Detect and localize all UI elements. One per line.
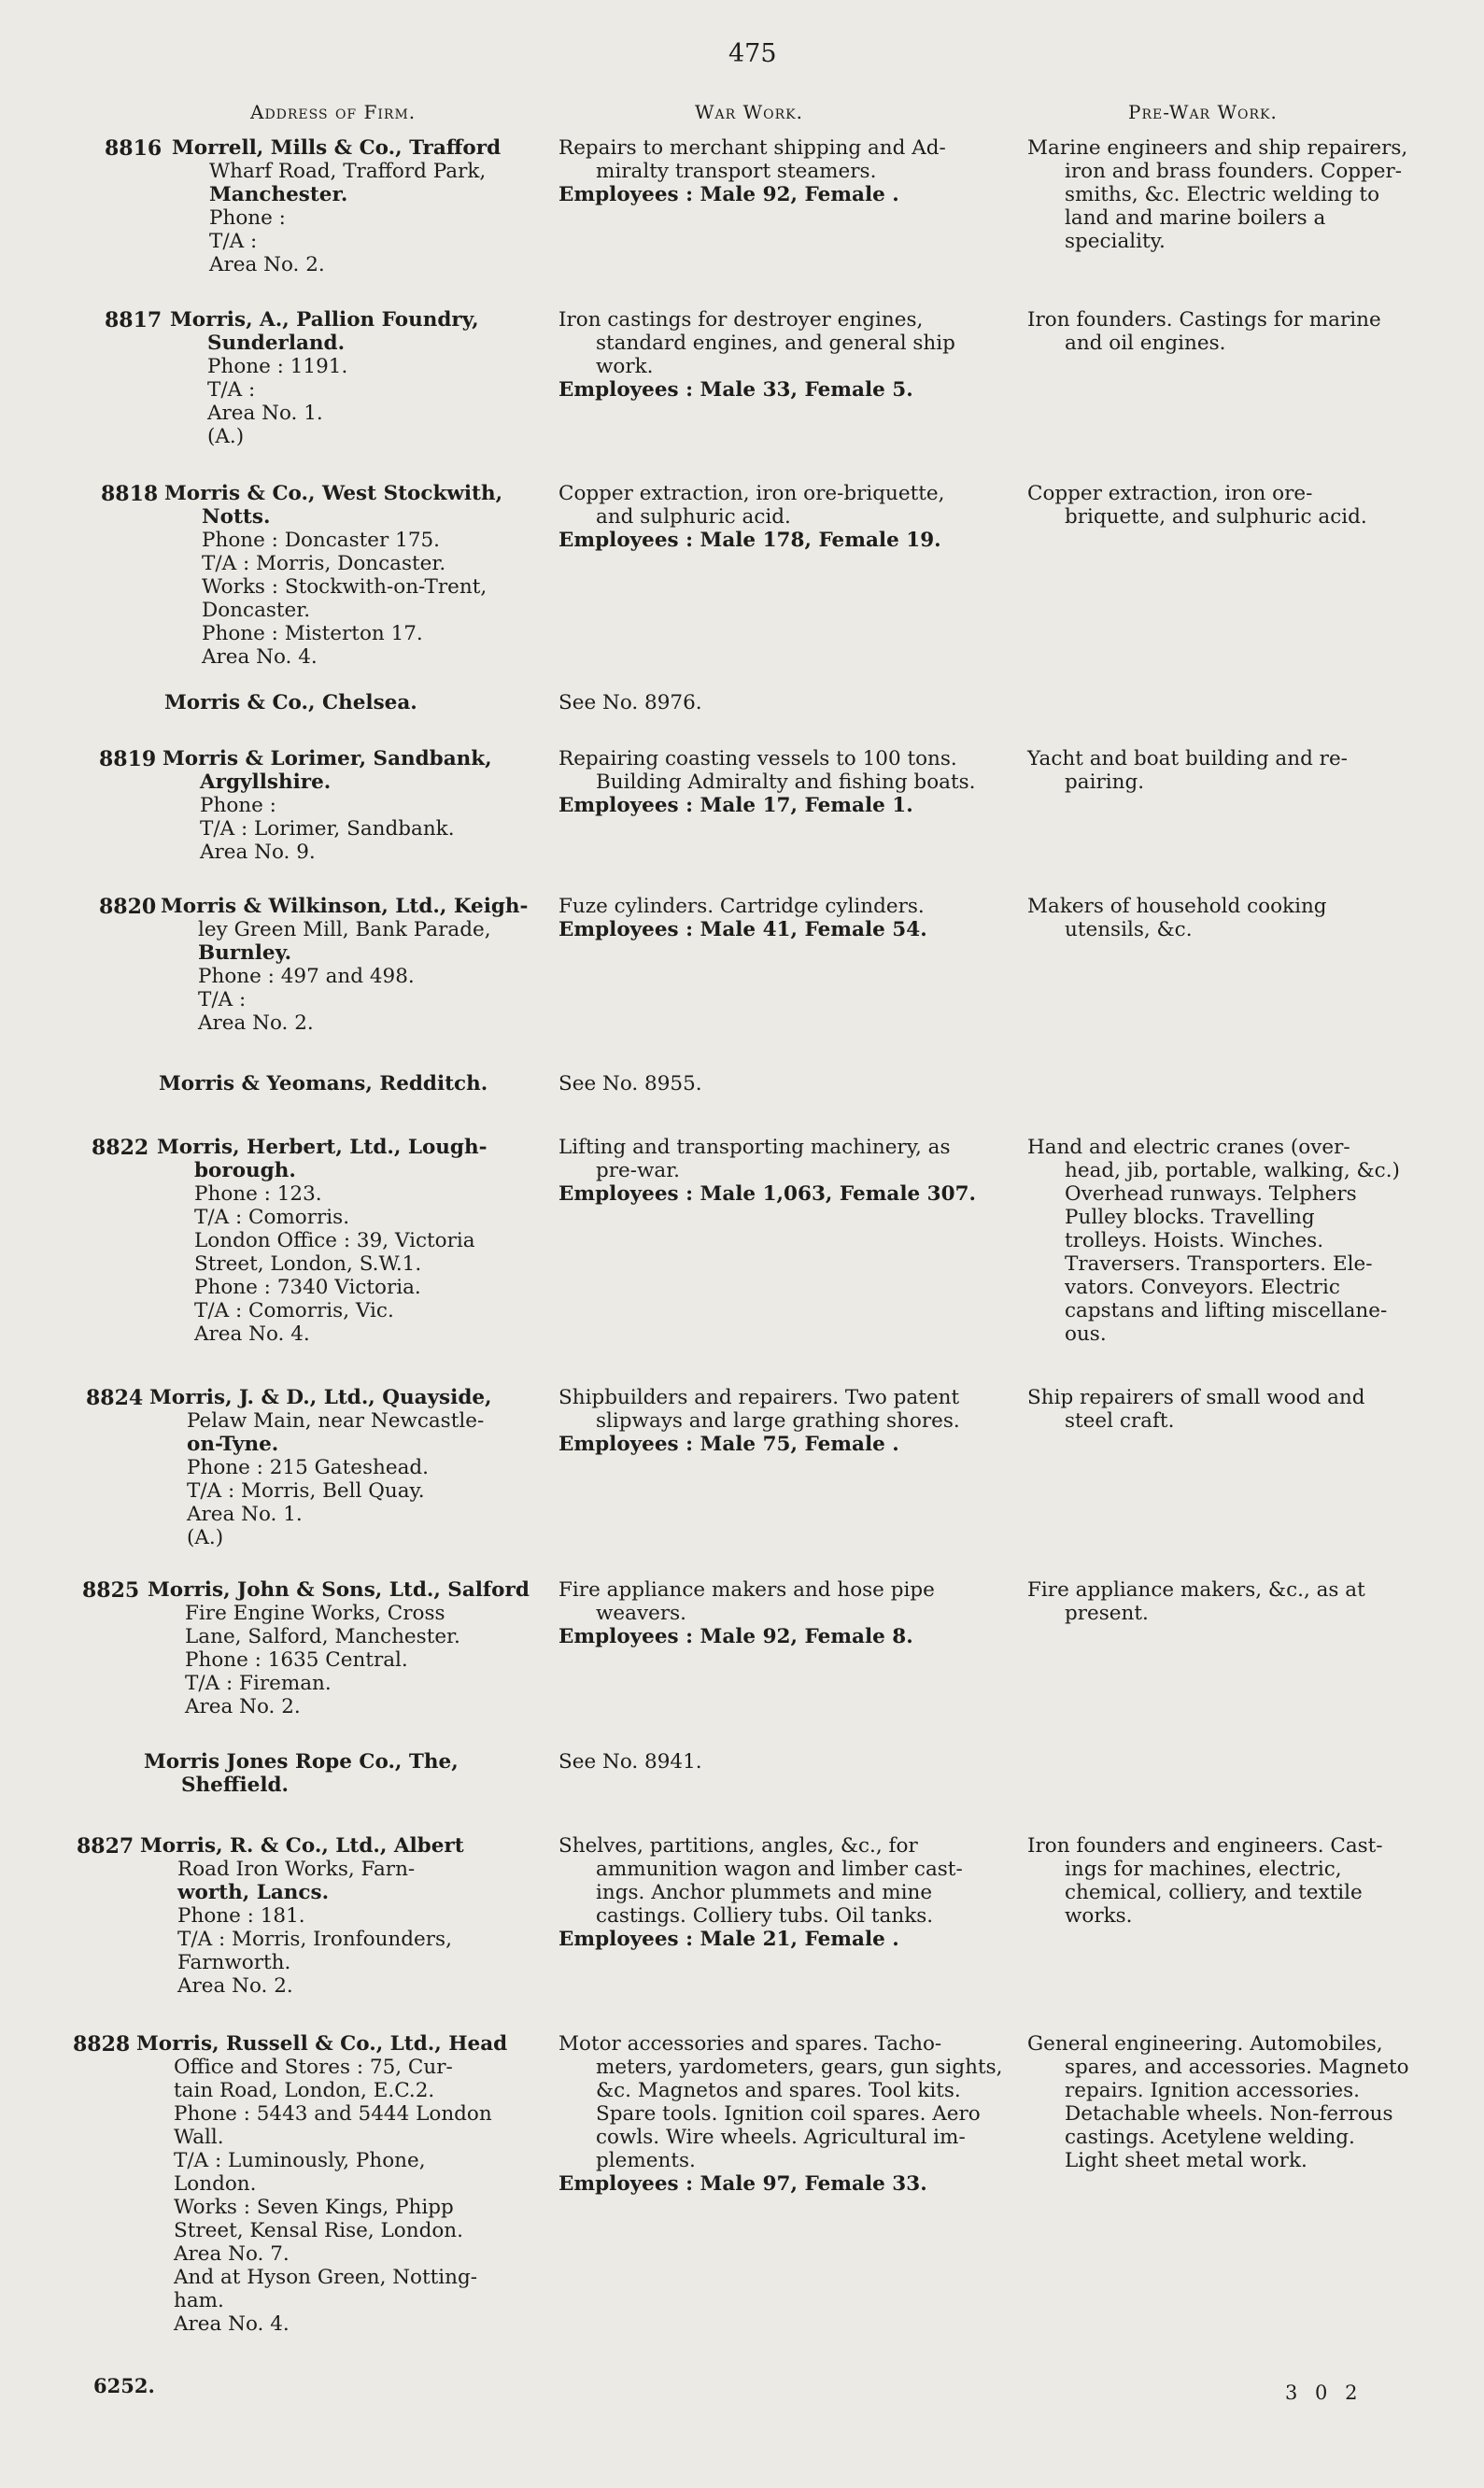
war-work	[558, 1072, 1016, 1096]
firm-name: Morris, John & Sons, Ltd., Salford	[148, 1578, 530, 1602]
address-line: T/A : Luminously, Phone,	[174, 2149, 426, 2172]
war-work	[558, 1386, 1016, 1456]
entry-number: 8822	[92, 1136, 149, 1160]
firm-name: Morris & Yeomans, Redditch.	[159, 1072, 488, 1096]
address-line: Notts.	[202, 505, 271, 529]
firm-name: Morris, J. & D., Ltd., Quayside,	[149, 1386, 492, 1409]
address-line: Area No. 2.	[209, 253, 325, 276]
address-line: Phone :	[209, 206, 286, 230]
employees-count: Employees : Male 1,063, Female 307.	[558, 1182, 977, 1206]
war-work-line: weavers.	[596, 1602, 686, 1625]
entry-number: 8828	[73, 2032, 131, 2057]
address-line: Phone : Doncaster 175.	[202, 529, 441, 552]
employees-count: Employees : Male 41, Female 54.	[558, 918, 927, 941]
employees-count: Employees : Male 75, Female .	[558, 1433, 899, 1456]
war-work-line: meters, yardometers, gears, gun sights,	[596, 2056, 1003, 2079]
war-work	[558, 1750, 1016, 1774]
firm-address	[144, 1750, 592, 1797]
pre-war-work-line: Iron founders. Castings for marine	[1027, 308, 1381, 332]
war-work-line: plements.	[596, 2149, 696, 2172]
pre-war-work	[1027, 747, 1420, 794]
pre-war-work-line: ous.	[1065, 1322, 1107, 1346]
pre-war-work-line: ings for machines, electric,	[1065, 1858, 1342, 1881]
war-work-line: work.	[596, 355, 654, 378]
war-work	[558, 895, 1016, 941]
war-work-line: See No. 8976.	[558, 691, 702, 714]
pre-war-work-line: Light sheet metal work.	[1065, 2149, 1307, 2172]
address-line: Area No. 7.	[174, 2242, 290, 2266]
footer-right-number: 3 0 2	[1285, 2382, 1364, 2404]
address-line: Phone : 1635 Central.	[185, 1648, 408, 1672]
firm-address	[164, 691, 613, 714]
address-line: T/A : Comorris, Vic.	[194, 1299, 394, 1322]
address-line: Area No. 4.	[174, 2312, 290, 2336]
address-line: borough.	[194, 1159, 296, 1182]
pre-war-work-line: Hand and electric cranes (over-	[1027, 1136, 1350, 1159]
pre-war-work-line: head, jib, portable, walking, &c.)	[1065, 1159, 1400, 1182]
pre-war-work-line: Yacht and boat building and re-	[1027, 747, 1348, 770]
firm-name: Morris Jones Rope Co., The,	[144, 1750, 459, 1774]
address-line: T/A :	[207, 378, 256, 402]
employees-count: Employees : Male 21, Female .	[558, 1928, 899, 1951]
page-number: 475	[728, 39, 777, 68]
firm-address	[170, 308, 618, 448]
address-line: Street, London, S.W.1.	[194, 1252, 422, 1276]
pre-war-work-line: briquette, and sulphuric acid.	[1065, 505, 1367, 529]
war-work-line: Iron castings for destroyer engines,	[558, 308, 924, 332]
address-line: Area No. 1.	[207, 402, 323, 425]
firm-name: Morris, Herbert, Ltd., Lough-	[157, 1136, 488, 1159]
footer-left-number: 6252.	[93, 2374, 155, 2397]
firm-address	[157, 1136, 605, 1346]
war-work-line: Repairing coasting vessels to 100 tons.	[558, 747, 957, 770]
war-work-line: miralty transport steamers.	[596, 160, 877, 183]
address-line: T/A : Morris, Bell Quay.	[187, 1479, 425, 1503]
war-work-line: slipways and large grathing shores.	[596, 1409, 960, 1433]
war-work-line: and sulphuric acid.	[596, 505, 791, 529]
pre-war-work	[1027, 482, 1420, 529]
address-line: London.	[174, 2172, 257, 2196]
pre-war-work	[1027, 1386, 1420, 1433]
address-line: Phone : 123.	[194, 1182, 322, 1206]
pre-war-work-line: speciality.	[1065, 230, 1166, 253]
address-line: Manchester.	[209, 183, 348, 206]
pre-war-work-line: Copper extraction, iron ore-	[1027, 482, 1313, 505]
address-line: Phone : 497 and 498.	[198, 965, 415, 988]
war-work-line: Spare tools. Ignition coil spares. Aero	[596, 2102, 981, 2126]
pre-war-work-line: trolleys. Hoists. Winches.	[1065, 1229, 1324, 1252]
pre-war-work-line: capstans and lifting miscellane-	[1065, 1299, 1388, 1322]
address-line: ley Green Mill, Bank Parade,	[198, 918, 491, 941]
war-work-line: ings. Anchor plummets and mine	[596, 1881, 933, 1904]
address-line: (A.)	[207, 425, 245, 448]
column-header-war-work: War Work.	[695, 101, 803, 123]
pre-war-work-line: castings. Acetylene welding.	[1065, 2126, 1355, 2149]
employees-count: Employees : Male 17, Female 1.	[558, 794, 913, 817]
pre-war-work-line: works.	[1065, 1904, 1133, 1928]
pre-war-work-line: steel craft.	[1065, 1409, 1175, 1433]
address-line: T/A : Fireman.	[185, 1672, 332, 1695]
address-line: Farnworth.	[177, 1951, 291, 1974]
war-work	[558, 1578, 1016, 1648]
entry-number: 8824	[86, 1386, 144, 1410]
pre-war-work-line: General engineering. Automobiles,	[1027, 2032, 1383, 2056]
address-line: Pelaw Main, near Newcastle-	[187, 1409, 485, 1433]
address-line: Wharf Road, Trafford Park,	[209, 160, 487, 183]
address-line: (A.)	[187, 1526, 224, 1549]
pre-war-work-line: present.	[1065, 1602, 1149, 1625]
war-work	[558, 482, 1016, 552]
address-line: Phone : 215 Gateshead.	[187, 1456, 429, 1479]
pre-war-work-line: Detachable wheels. Non-ferrous	[1065, 2102, 1393, 2126]
war-work	[558, 1136, 1016, 1206]
address-line: Doncaster.	[202, 599, 311, 622]
war-work	[558, 308, 1016, 402]
address-line: Area No. 4.	[194, 1322, 310, 1346]
firm-address	[159, 1072, 607, 1096]
pre-war-work-line: Marine engineers and ship repairers,	[1027, 136, 1408, 160]
pre-war-work	[1027, 1834, 1420, 1928]
address-line: Phone : 181.	[177, 1904, 305, 1928]
war-work-line: Repairs to merchant shipping and Ad-	[558, 136, 946, 160]
war-work-line: See No. 8941.	[558, 1750, 702, 1774]
pre-war-work-line: iron and brass founders. Copper-	[1065, 160, 1403, 183]
war-work-line: See No. 8955.	[558, 1072, 702, 1096]
entry-number: 8820	[99, 895, 157, 919]
address-line: Works : Seven Kings, Phipp	[174, 2196, 454, 2219]
firm-address	[149, 1386, 598, 1549]
entry-number: 8819	[99, 747, 157, 771]
address-line: Burnley.	[198, 941, 292, 965]
address-line: Phone : Misterton 17.	[202, 622, 423, 645]
war-work-line: Fuze cylinders. Cartridge cylinders.	[558, 895, 925, 918]
firm-address	[136, 2032, 585, 2336]
pre-war-work-line: pairing.	[1065, 770, 1145, 794]
war-work	[558, 2032, 1016, 2196]
address-line: ham.	[174, 2289, 224, 2312]
address-line: Fire Engine Works, Cross	[185, 1602, 445, 1625]
employees-count: Employees : Male 178, Female 19.	[558, 529, 941, 552]
war-work-line: Fire appliance makers and hose pipe	[558, 1578, 935, 1602]
address-line: Wall.	[174, 2126, 224, 2149]
address-line: London Office : 39, Victoria	[194, 1229, 475, 1252]
address-line: T/A :	[198, 988, 247, 1011]
employees-count: Employees : Male 92, Female .	[558, 183, 899, 206]
war-work-line: cowls. Wire wheels. Agricultural im-	[596, 2126, 966, 2149]
address-line: Phone : 5443 and 5444 London	[174, 2102, 492, 2126]
pre-war-work	[1027, 1136, 1420, 1346]
war-work-line: ammunition wagon and limber cast-	[596, 1858, 963, 1881]
pre-war-work	[1027, 1578, 1420, 1625]
firm-address	[164, 482, 613, 669]
pre-war-work-line: Overhead runways. Telphers	[1065, 1182, 1357, 1206]
address-line: T/A : Comorris.	[194, 1206, 350, 1229]
firm-address	[172, 136, 620, 276]
employees-count: Employees : Male 92, Female 8.	[558, 1625, 913, 1648]
firm-name: Morris, Russell & Co., Ltd., Head	[136, 2032, 508, 2056]
firm-name: Morris, A., Pallion Foundry,	[170, 308, 479, 332]
address-line: Works : Stockwith-on-Trent,	[202, 575, 488, 599]
pre-war-work-line: Ship repairers of small wood and	[1027, 1386, 1365, 1409]
pre-war-work	[1027, 2032, 1420, 2172]
war-work	[558, 1834, 1016, 1951]
firm-address	[163, 747, 611, 864]
war-work-line: standard engines, and general ship	[596, 332, 955, 355]
pre-war-work-line: Iron founders and engineers. Cast-	[1027, 1834, 1383, 1858]
employees-count: Employees : Male 33, Female 5.	[558, 378, 913, 402]
address-line: Street, Kensal Rise, London.	[174, 2219, 463, 2242]
address-line: Sunderland.	[207, 332, 346, 355]
address-line: And at Hyson Green, Notting-	[174, 2266, 478, 2289]
war-work-line: Building Admiralty and fishing boats.	[596, 770, 976, 794]
entry-number: 8816	[105, 136, 163, 161]
firm-name: Morris & Co., Chelsea.	[164, 691, 417, 714]
pre-war-work-line: Traversers. Transporters. Ele-	[1065, 1252, 1373, 1276]
pre-war-work	[1027, 308, 1420, 355]
address-line: Area No. 1.	[187, 1503, 303, 1526]
pre-war-work-line: Pulley blocks. Travelling	[1065, 1206, 1315, 1229]
pre-war-work-line: chemical, colliery, and textile	[1065, 1881, 1363, 1904]
war-work-line: castings. Colliery tubs. Oil tanks.	[596, 1904, 934, 1928]
firm-address	[161, 895, 609, 1035]
address-line: worth, Lancs.	[177, 1881, 330, 1904]
entry-number: 8825	[82, 1578, 140, 1603]
address-line: Area No. 2.	[177, 1974, 293, 1998]
war-work-line: Motor accessories and spares. Tacho-	[558, 2032, 942, 2056]
pre-war-work-line: spares, and accessories. Magneto	[1065, 2056, 1409, 2079]
pre-war-work-line: and oil engines.	[1065, 332, 1226, 355]
address-line: Area No. 2.	[185, 1695, 301, 1718]
war-work-line: pre-war.	[596, 1159, 680, 1182]
war-work-line: Lifting and transporting machinery, as	[558, 1136, 951, 1159]
war-work	[558, 136, 1016, 206]
pre-war-work-line: repairs. Ignition accessories.	[1065, 2079, 1360, 2102]
entry-number: 8818	[101, 482, 159, 506]
address-line: Lane, Salford, Manchester.	[185, 1625, 460, 1648]
firm-address	[140, 1834, 588, 1998]
address-line: T/A : Morris, Doncaster.	[202, 552, 446, 575]
war-work-line: Shipbuilders and repairers. Two patent	[558, 1386, 960, 1409]
war-work-line: Shelves, partitions, angles, &c., for	[558, 1834, 918, 1858]
address-line: Area No. 2.	[198, 1011, 314, 1035]
address-line: T/A : Lorimer, Sandbank.	[200, 817, 455, 841]
address-line: Phone : 1191.	[207, 355, 348, 378]
pre-war-work-line: smiths, &c. Electric welding to	[1065, 183, 1380, 206]
pre-war-work-line: Makers of household cooking	[1027, 895, 1327, 918]
address-line: Office and Stores : 75, Cur-	[174, 2056, 453, 2079]
address-line: Phone :	[200, 794, 276, 817]
pre-war-work-line: vators. Conveyors. Electric	[1065, 1276, 1340, 1299]
address-line: Area No. 9.	[200, 841, 316, 864]
address-line: T/A :	[209, 230, 258, 253]
address-line: on-Tyne.	[187, 1433, 279, 1456]
war-work	[558, 747, 1016, 817]
firm-name: Morris & Co., West Stockwith,	[164, 482, 503, 505]
entry-number: 8827	[77, 1834, 134, 1859]
entry-number: 8817	[105, 308, 163, 332]
address-line: Phone : 7340 Victoria.	[194, 1276, 421, 1299]
pre-war-work	[1027, 895, 1420, 941]
address-line: Sheffield.	[181, 1774, 290, 1797]
firm-name: Morrell, Mills & Co., Trafford	[172, 136, 502, 160]
firm-name: Morris & Wilkinson, Ltd., Keigh-	[161, 895, 529, 918]
pre-war-work	[1027, 136, 1420, 253]
pre-war-work-line: utensils, &c.	[1065, 918, 1193, 941]
address-line: T/A : Morris, Ironfounders,	[177, 1928, 452, 1951]
pre-war-work-line: Fire appliance makers, &c., as at	[1027, 1578, 1365, 1602]
address-line: Area No. 4.	[202, 645, 318, 669]
war-work-line: Copper extraction, iron ore-briquette,	[558, 482, 945, 505]
column-header-address: Address of Firm.	[250, 101, 417, 123]
firm-address	[148, 1578, 596, 1718]
address-line: Road Iron Works, Farn-	[177, 1858, 416, 1881]
war-work	[558, 691, 1016, 714]
address-line: tain Road, London, E.C.2.	[174, 2079, 435, 2102]
column-header-pre-war-work: Pre-War Work.	[1128, 101, 1278, 123]
firm-name: Morris & Lorimer, Sandbank,	[163, 747, 492, 770]
war-work-line: &c. Magnetos and spares. Tool kits.	[596, 2079, 961, 2102]
employees-count: Employees : Male 97, Female 33.	[558, 2172, 927, 2196]
firm-name: Morris, R. & Co., Ltd., Albert	[140, 1834, 464, 1858]
pre-war-work-line: land and marine boilers a	[1065, 206, 1326, 230]
address-line: Argyllshire.	[200, 770, 332, 794]
